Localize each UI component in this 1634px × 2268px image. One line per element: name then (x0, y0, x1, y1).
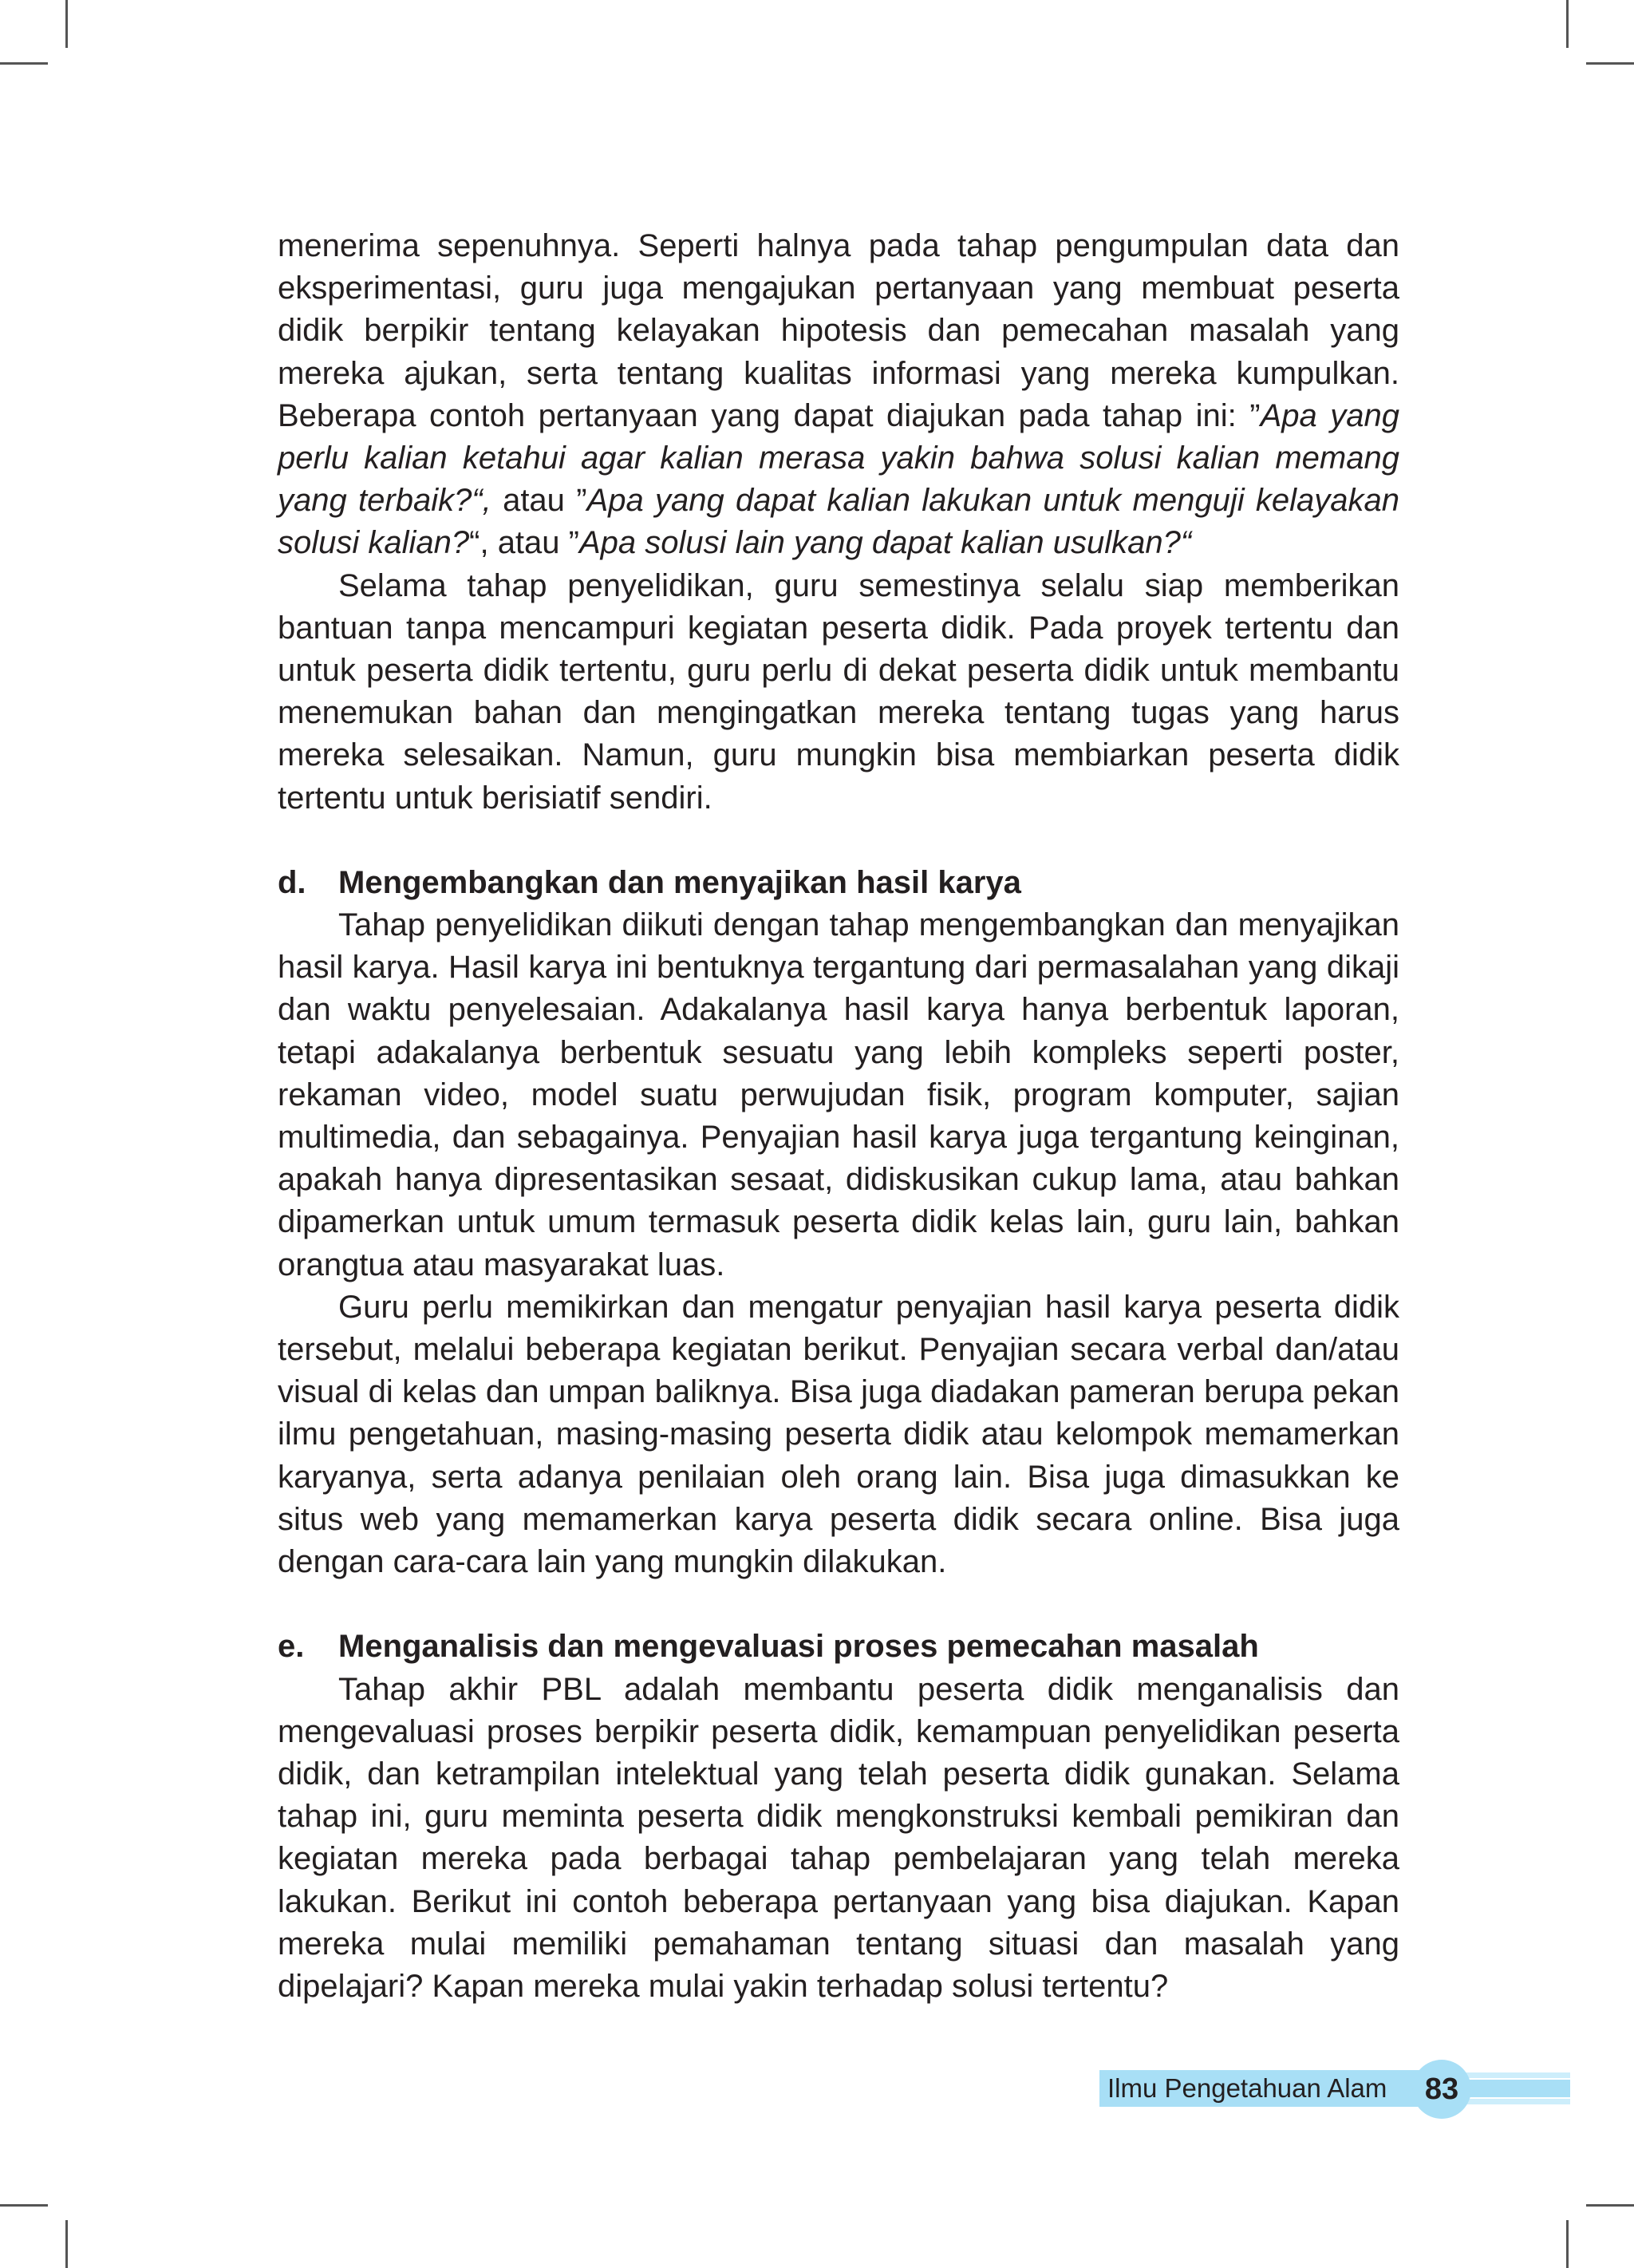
italic-question: Apa solusi lain yang dapat kalian usulkan?“ (578, 525, 1192, 561)
paragraph (278, 225, 1399, 565)
crop-mark (1566, 0, 1569, 48)
crop-mark (0, 2204, 48, 2207)
italic-question: Apa yang dapat kalian lakukan untuk menguji kelayakan solusi kalian? (278, 483, 1400, 561)
page-body (278, 225, 1399, 2008)
section-title: Menganalisis dan mengevaluasi proses pemecahan masalah (338, 1629, 1259, 1665)
section-heading-e (278, 1626, 1399, 1668)
crop-mark (65, 2220, 68, 2268)
section-number: e. (278, 1629, 305, 1665)
paragraph: Guru perlu memikirkan dan mengatur penyajian hasil karya peserta didik tersebut, melalui beberapa kegiatan berikut. Penyajian secara verbal dan/atau visual di kelas dan umpan baliknya. Bisa juga diadakan pameran berupa pekan ilmu pengetahuan, masing-masing peserta didik atau kelompok memamerkan karyanya, serta adanya penilaian oleh orang lain. Bisa juga dimasukkan ke situs web yang memamerkan karya peserta didik secara online. Bisa juga dengan cara-cara lain yang mungkin dilakukan. (278, 1289, 1399, 1580)
page-number: 83 (1412, 2060, 1471, 2119)
paragraph: Selama tahap penyelidikan, guru semestinya selalu siap memberikan bantuan tanpa mencampuri kegiatan peserta didik. Pada proyek tertentu dan untuk peserta didik tertentu, guru perlu di dekat peserta didik untuk membantu menemukan bahan dan mengingatkan mereka tentang tugas yang harus mereka selesaikan. Namun, guru mungkin bisa membiarkan peserta didik tertentu untuk berisiatif sendiri. (278, 567, 1399, 816)
crop-mark (1566, 2220, 1569, 2268)
text: atau ” (491, 483, 587, 519)
section-heading-d (278, 862, 1399, 904)
italic-question: Apa yang perlu kalian ketahui agar kalian merasa yakin bahwa solusi kalian memang yang terbaik?“, (278, 397, 1400, 519)
crop-mark (1586, 62, 1634, 65)
section-number: d. (278, 864, 306, 900)
text: “, atau ” (469, 525, 579, 561)
paragraph: Tahap penyelidikan diikuti dengan tahap mengembangkan dan menyajikan hasil karya. Hasil karya ini bentuknya tergantung dari permasalahan yang dikaji dan waktu penyelesaian. Adakalanya hasil karya hanya berbentuk laporan, tetapi adakalanya berbentuk sesuatu yang lebih kompleks seperti poster, rekaman video, model suatu perwujudan fisik, program komputer, sajian multimedia, dan sebagainya. Penyajian hasil karya juga tergantung keinginan, apakah hanya dipresentasikan sesaat, didiskusikan cukup lama, atau bahkan dipamerkan untuk umum termasuk peserta didik kelas lain, guru lain, bahkan orangtua atau masyarakat luas. (278, 907, 1399, 1282)
paragraph: Tahap akhir PBL adalah membantu peserta didik menganalisis dan mengevaluasi proses berpikir peserta didik, kemampuan penyelidikan peserta didik, dan ketrampilan intelektual yang telah peserta didik gunakan. Selama tahap ini, guru meminta peserta didik mengkonstruksi kembali pemikiran dan kegiatan mereka pada berbagai tahap pembelajaran yang telah mereka lakukan. Berikut ini contoh beberapa pertanyaan yang bisa diajukan. Kapan mereka mulai memiliki pemahaman tentang situasi dan masalah yang dipelajari? Kapan mereka mulai yakin terhadap solusi tertentu? (278, 1671, 1399, 2004)
footer-book-title: Ilmu Pengetahuan Alam (1099, 2070, 1427, 2107)
text: menerima sepenuhnya. Seperti halnya pada tahap pengumpulan data dan eksperimentasi, guru juga mengajukan pertanyaan yang membuat peserta didik berpikir tentang kelayakan hipotesis dan pemecahan masalah yang mereka ajukan, serta tentang kualitas informasi yang mereka kumpulkan. Beberapa contoh pertanyaan yang dapat diajukan pada tahap ini: ” (278, 228, 1399, 433)
crop-mark (0, 62, 48, 65)
section-title: Mengembangkan dan menyajikan hasil karya (338, 864, 1021, 900)
crop-mark (1586, 2204, 1634, 2207)
crop-mark (65, 0, 68, 48)
